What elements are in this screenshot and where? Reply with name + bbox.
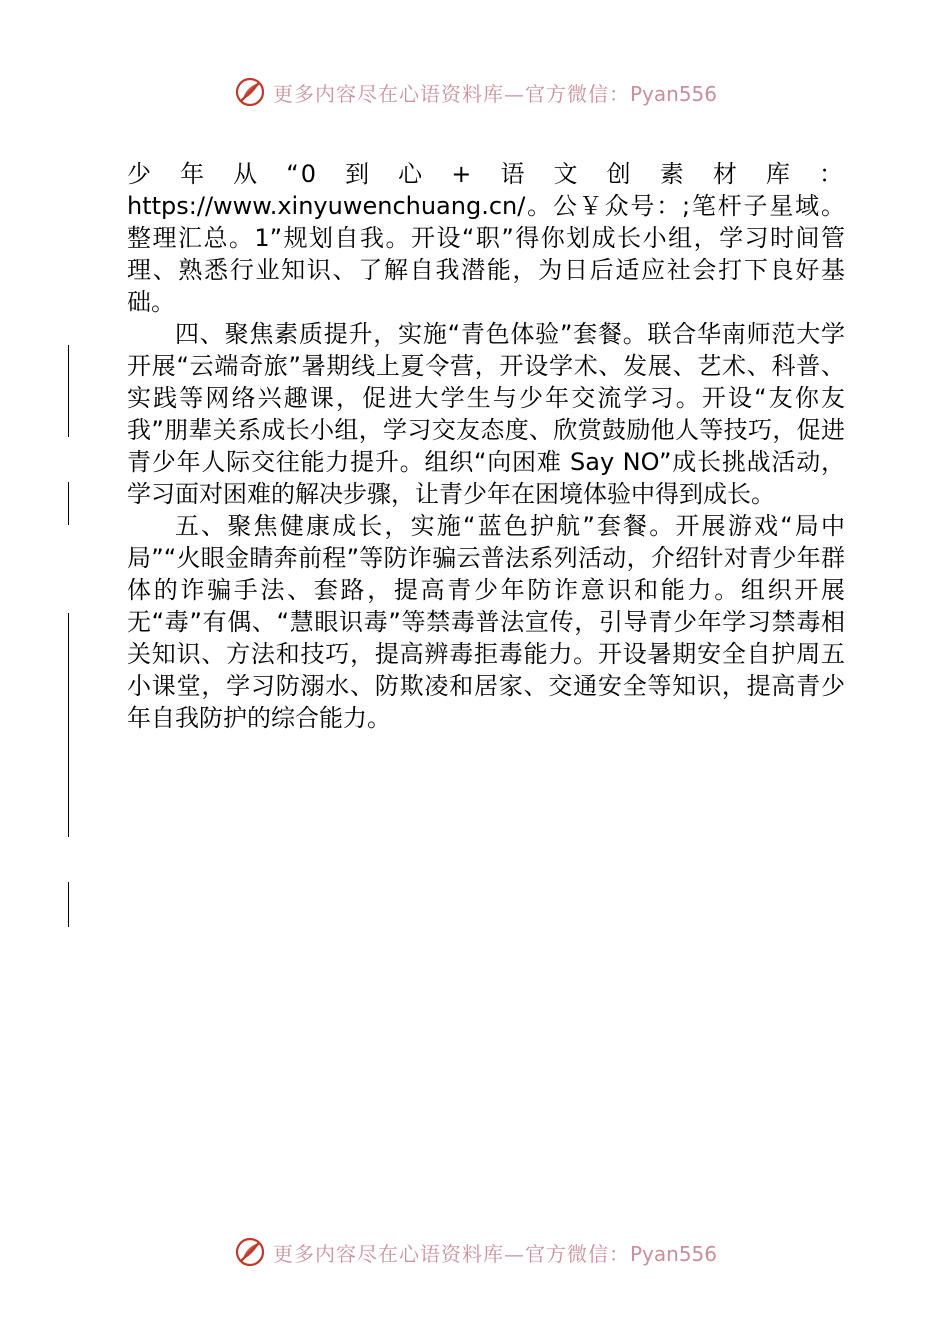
paragraph-3: 五、聚焦健康成长，实施“蓝色护航”套餐。开展游戏“局中局”“火眼金睛奔前程”等防诈骗云普法系列活动，介绍针对青少年群体的诈骗手法、套路，提高青少年防诈意识和能力。组织开展无“毒”有偶、“慧眼识毒”等禁毒普法宣传，引导青少年学习禁毒相关知识、方法和技巧，提高辨毒拒毒能力。开设暑期安全自护周五小课堂，学习防溺水、防欺凌和居家、交通安全等知识，提高青少年自我防护的综合能力。 [127, 512, 845, 732]
quill-logo-icon [233, 1235, 267, 1269]
header-watermark [0, 72, 950, 112]
watermark-label: 更多内容尽在心语资料库—官方微信： [272, 1241, 630, 1266]
watermark-label: 更多内容尽在心语资料库—官方微信： [272, 81, 630, 106]
paragraph-1-text: https://www.xinyuwenchuang.cn/。公￥众号：;笔杆子星域。整理汇总。1”规划自我。开设“职”得你划成长小组，学习时间管理、熟悉行业知识、了解自我潜能，为日后适应社会打下良好基础。 [127, 192, 845, 316]
margin-line [68, 482, 69, 525]
margin-line [68, 613, 69, 837]
footer-watermark [0, 1232, 950, 1272]
paragraph-1 [127, 158, 845, 318]
paragraph-1-first-line: 少年从“0到心+语文创素材库： [127, 160, 845, 188]
watermark-text [273, 1238, 717, 1267]
watermark-text [273, 78, 717, 107]
margin-line [68, 882, 69, 927]
watermark-wechat-id: Pyan556 [629, 81, 717, 106]
document-body [127, 158, 845, 734]
margin-line [68, 345, 69, 437]
quill-logo-icon [233, 75, 267, 109]
paragraph-2: 四、聚焦素质提升，实施“青色体验”套餐。联合华南师范大学开展“云端奇旅”暑期线上夏令营，开设学术、发展、艺术、科普、实践等网络兴趣课，促进大学生与少年交流学习。开设“友你友我”朋辈关系成长小组，学习交友态度、欣赏鼓励他人等技巧，促进青少年人际交往能力提升。组织“向困难 Say NO”成长挑战活动，学习面对困难的解决步骤，让青少年在困境体验中得到成长。 [127, 320, 845, 508]
watermark-wechat-id: Pyan556 [629, 1241, 717, 1266]
